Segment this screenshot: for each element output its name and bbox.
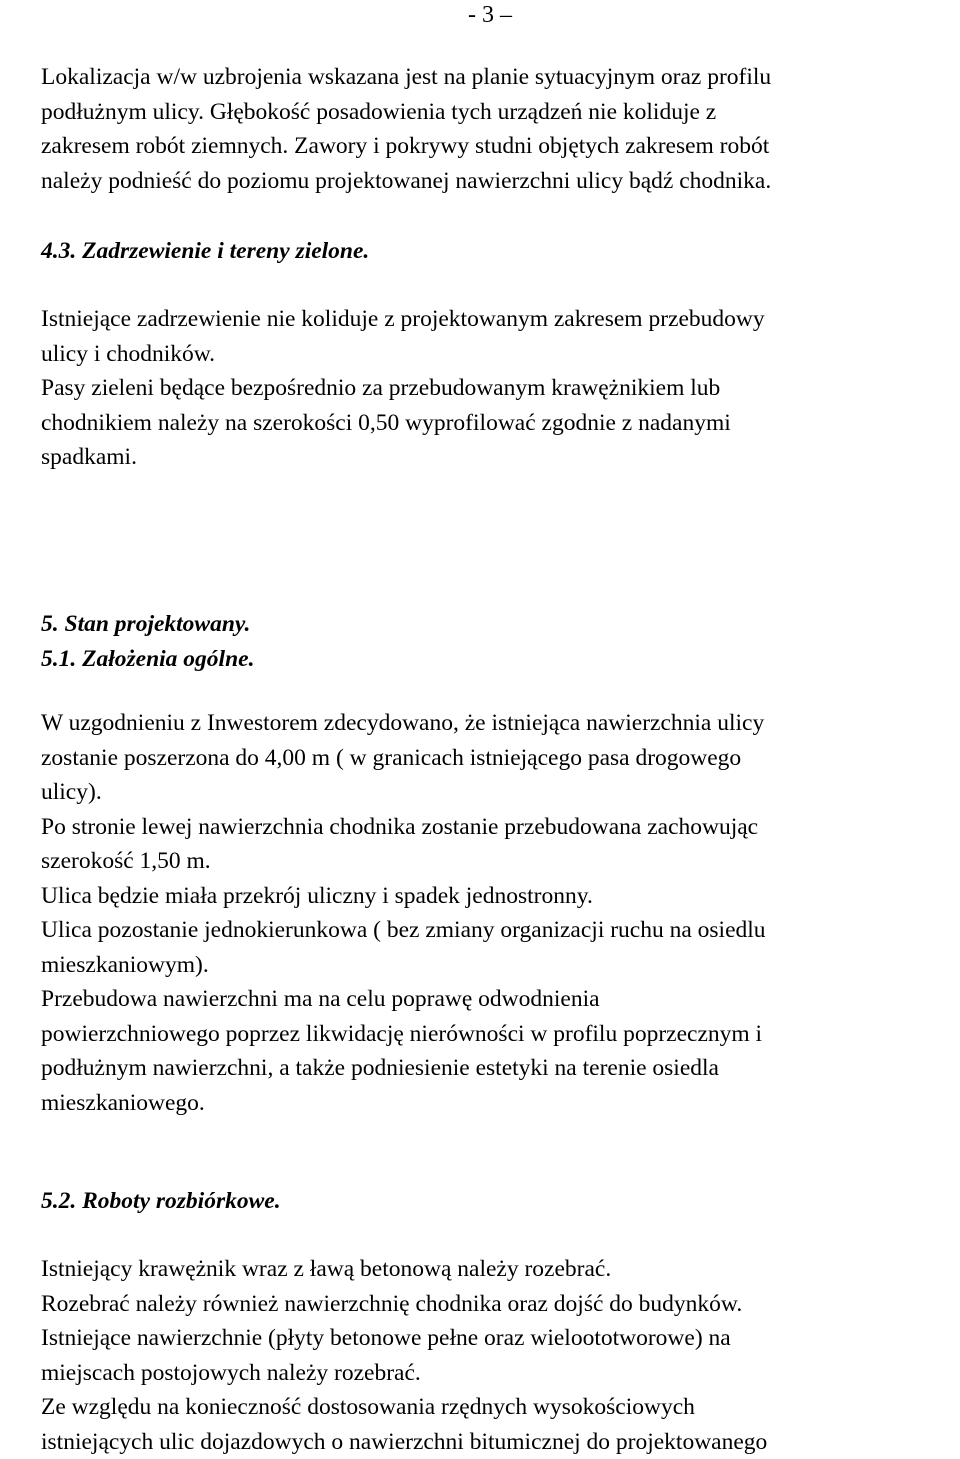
text-line: Istniejące zadrzewienie nie koliduje z projektowanym zakresem przebudowy (41, 302, 956, 337)
text-line: ulicy). (41, 775, 956, 810)
text-line: Rozebrać należy również nawierzchnię chodnika oraz dojść do budynków. (41, 1287, 956, 1322)
text-line: ulicy i chodników. (41, 337, 956, 372)
text-line: Pasy zieleni będące bezpośrednio za przebudowanym krawężnikiem lub (41, 371, 956, 406)
text-line: podłużnym nawierzchni, a także podniesienie estetyki na terenie osiedla (41, 1051, 956, 1086)
text-line: zostanie poszerzona do 4,00 m ( w granicach istniejącego pasa drogowego (41, 741, 956, 776)
text-line: mieszkaniowego. (41, 1086, 956, 1121)
paragraph-general-assumptions (41, 706, 956, 1120)
text-line: Ulica pozostanie jednokierunkowa ( bez zmiany organizacji ruchu na osiedlu (41, 913, 956, 948)
text-line: Przebudowa nawierzchni ma na celu poprawę odwodnienia (41, 982, 956, 1017)
paragraph-utilities-location (41, 60, 956, 198)
text-line: spadkami. (41, 440, 956, 475)
section-heading-4-3 (41, 234, 956, 269)
paragraph-demolition-works (41, 1252, 956, 1459)
paragraph-greenery (41, 302, 956, 475)
text-line: chodnikiem należy na szerokości 0,50 wyprofilować zgodnie z nadanymi (41, 406, 956, 441)
heading-demolition-works: 5.2. Roboty rozbiórkowe. (41, 1184, 956, 1219)
text-line: zakresem robót ziemnych. Zawory i pokrywy studni objętych zakresem robót (41, 129, 956, 164)
text-line: Ulica będzie miała przekrój uliczny i spadek jednostronny. (41, 879, 956, 914)
text-line: Istniejący krawężnik wraz z ławą betonową należy rozebrać. (41, 1252, 956, 1287)
text-line: mieszkaniowym). (41, 948, 956, 983)
text-line: Ze względu na konieczność dostosowania rzędnych wysokościowych (41, 1390, 956, 1425)
text-line: istniejących ulic dojazdowych o nawierzchni bitumicznej do projektowanego (41, 1425, 956, 1459)
text-line: miejscach postojowych należy rozebrać. (41, 1356, 956, 1391)
text-line: Lokalizacja w/w uzbrojenia wskazana jest na planie sytuacyjnym oraz profilu (41, 60, 956, 95)
text-line: należy podnieść do poziomu projektowanej nawierzchni ulicy bądź chodnika. (41, 164, 956, 199)
text-line: szerokość 1,50 m. (41, 844, 956, 879)
page-number: - 3 – (440, 0, 540, 30)
text-line: Istniejące nawierzchnie (płyty betonowe pełne oraz wieloototworowe) na (41, 1321, 956, 1356)
heading-greenery: 4.3. Zadrzewienie i tereny zielone. (41, 234, 956, 269)
text-line: powierzchniowego poprzez likwidację nierówności w profilu poprzecznym i (41, 1017, 956, 1052)
text-line: Po stronie lewej nawierzchnia chodnika zostanie przebudowana zachowując (41, 810, 956, 845)
heading-design-state: 5. Stan projektowany. (41, 607, 956, 642)
section-heading-5 (41, 607, 956, 676)
text-line: W uzgodnieniu z Inwestorem zdecydowano, że istniejąca nawierzchnia ulicy (41, 706, 956, 741)
text-line: podłużnym ulicy. Głębokość posadowienia tych urządzeń nie koliduje z (41, 95, 956, 130)
section-heading-5-2 (41, 1184, 956, 1219)
heading-general-assumptions: 5.1. Założenia ogólne. (41, 642, 956, 677)
